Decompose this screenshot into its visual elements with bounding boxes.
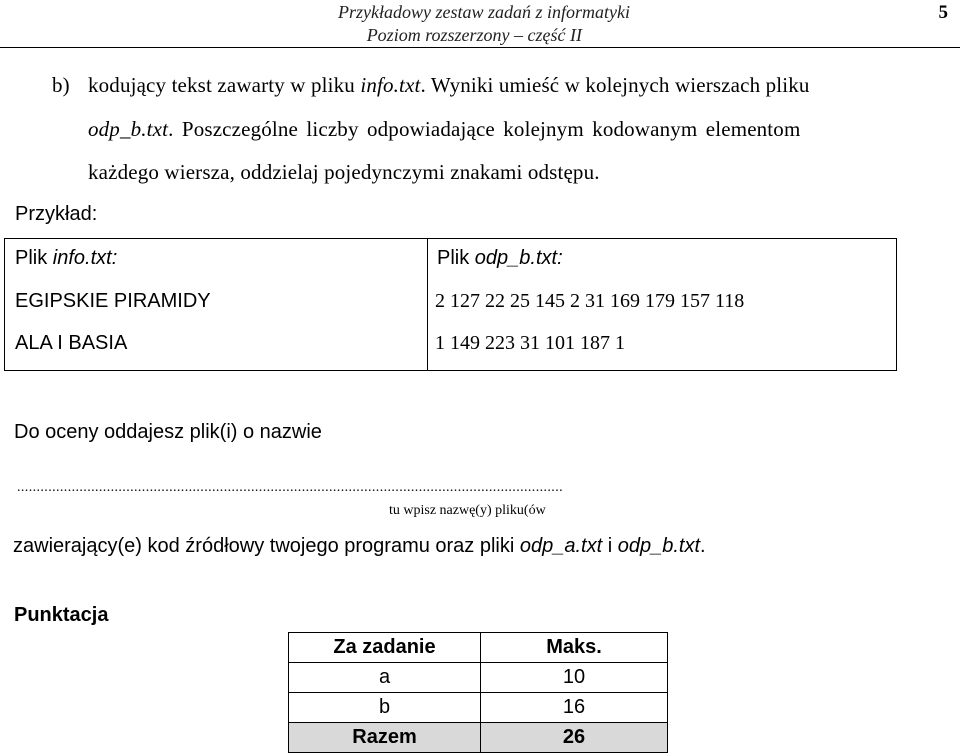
scoring-task-cell: b [289,693,481,723]
scoring-row [289,693,668,723]
submission-outro [13,535,706,558]
submission-intro: Do oceny oddajesz plik(i) o nazwie [14,421,322,443]
submission-hint: tu wpisz nazwę(y) pliku(ów [389,503,546,518]
task-b-line-2 [88,117,800,142]
task-b-line-1-rest: . Wyniki umieść w kolejnych wierszach pliku [420,73,810,97]
example-left-line-2: ALA I BASIA [15,332,128,354]
example-right-label [437,247,563,270]
submission-outro-end: . [700,535,706,557]
example-right-line-2: 1 149 223 31 101 187 1 [435,332,625,354]
example-right-line-1: 2 127 22 25 145 2 31 169 179 157 118 [435,290,745,312]
task-b-file-info: info.txt [360,73,421,97]
example-left-label-file: info.txt: [52,247,118,269]
scoring-total-row [289,723,668,753]
task-b-line-3: każdego wiersza, oddzielaj pojedynczymi znakami odstępu. [88,160,600,184]
task-b-line-1-text: kodujący tekst zawarty w pliku [88,73,361,97]
task-b-line-1 [88,73,810,98]
scoring-total-label: Razem [289,723,481,753]
submission-outro-and: i [602,535,618,557]
scoring-row [289,663,668,693]
scoring-table [288,632,668,753]
scoring-header-row [289,633,668,663]
example-right-label-prefix: Plik [437,247,475,269]
example-left-label-prefix: Plik [15,247,53,269]
example-heading: Przykład: [15,203,98,225]
header-subtitle: Poziom rozszerzony – część II [366,25,582,45]
example-right-label-file: odp_b.txt: [474,247,563,269]
example-table [4,238,897,371]
example-left-label [15,247,117,270]
header-title: Przykładowy zestaw zadań z informatyki [338,2,630,22]
task-b-line-2-rest: . Poszczególne liczby odpowiadające kolejnym kodowanym elementom [168,117,801,141]
task-b-file-odp: odp_b.txt [88,117,169,141]
scoring-max-cell: 10 [481,663,668,693]
scoring-max-cell: 16 [481,693,668,723]
scoring-total-value: 26 [481,723,668,753]
scoring-task-cell: a [289,663,481,693]
scoring-heading: Punktacja [14,604,109,626]
submission-filename-line: ............................................................................................................................................ [17,480,563,495]
submission-outro-text: zawierający(e) kod źródłowy twojego programu oraz pliki [13,535,520,557]
scoring-col-max: Maks. [481,633,668,663]
example-table-divider [427,239,428,370]
page-number: 5 [938,2,948,23]
submission-file-odp-b: odp_b.txt [617,535,701,557]
scoring-col-task: Za zadanie [289,633,481,663]
header-divider [0,47,960,48]
example-left-line-1: EGIPSKIE PIRAMIDY [15,290,211,312]
task-b-marker: b) [52,73,70,97]
submission-file-odp-a: odp_a.txt [519,535,603,557]
